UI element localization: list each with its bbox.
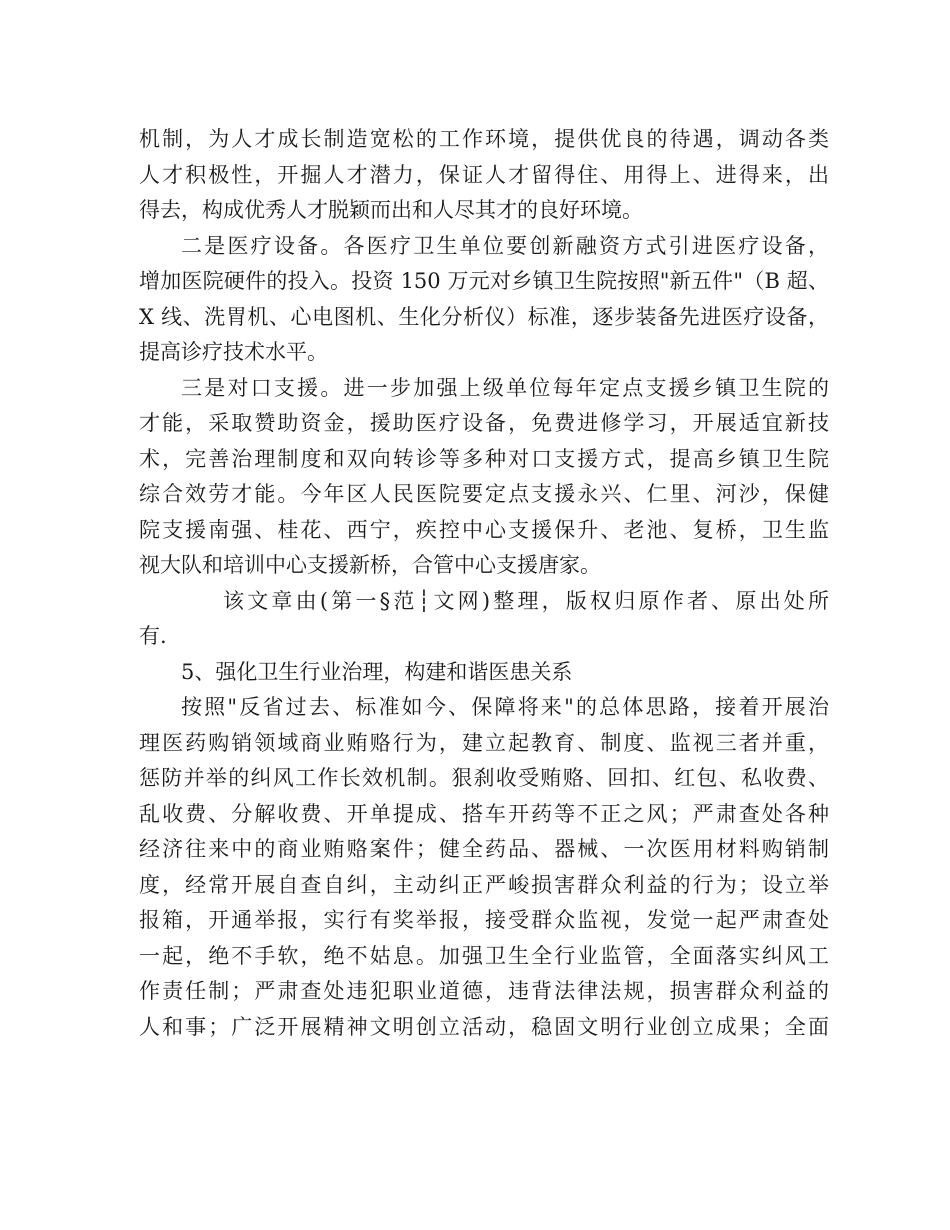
text-line: X 线、洗胃机、心电图机、生化分析仪）标准，逐步装备先进医疗设备，	[139, 304, 829, 329]
paragraph-start-line: 按照"反省过去、标准如今、保障将来"的总体思路，接着开展治	[181, 695, 829, 719]
text-line: 术，完善治理制度和双向转诊等多种对口支援方式，提高乡镇卫生院	[139, 446, 829, 471]
paragraph-start-line: 二是医疗设备。各医疗卫生单位要创新融资方式引进医疗设备，	[181, 233, 829, 258]
text-line: 一起，绝不手软，绝不姑息。加强卫生全行业监管，全面落实纠风工	[139, 943, 829, 968]
text-line: 作责任制；严肃查处违犯职业道德，违背法律法规，损害群众利益的	[139, 979, 829, 1003]
document-body	[139, 122, 829, 1045]
text-line: 经济往来中的商业贿赂案件；健全药品、器械、一次医用材料购销制	[139, 837, 829, 861]
text-line: 报箱，开通举报，实行有奖举报，接受群众监视，发觉一起严肃查处	[139, 908, 829, 932]
text-line: 院支援南强、桂花、西宁，疾控中心支援保升、老池、复桥，卫生监	[139, 517, 829, 542]
text-line: 增加医院硬件的投入。投资 150 万元对乡镇卫生院按照"新五件"（B 超、	[139, 269, 829, 293]
paragraph-start-line: 三是对口支援。进一步加强上级单位每年定点支援乡镇卫生院的	[181, 375, 829, 400]
source-note-line: 有.	[139, 624, 167, 648]
text-line: 综合效劳才能。今年区人民医院要定点支援永兴、仁里、河沙，保健	[139, 482, 829, 506]
text-line: 视大队和培训中心支援新桥，合管中心支援唐家。	[139, 553, 601, 577]
text-line: 度，经常开展自查自纠，主动纠正严峻损害群众利益的行为；设立举	[139, 872, 829, 897]
section-heading: 5、强化卫生行业治理，构建和谐医患关系	[181, 659, 573, 684]
text-line: 理医药购销领域商业贿赂行为，建立起教育、制度、监视三者并重，	[139, 730, 829, 755]
text-line: 惩防并举的纠风工作长效机制。狠刹收受贿赂、回扣、红包、私收费、	[139, 766, 829, 790]
text-line: 才能，采取赞助资金，援助医疗设备，免费进修学习，开展适宜新技	[139, 411, 829, 435]
text-line: 人和事；广泛开展精神文明创立活动，稳固文明行业创立成果；全面	[139, 1014, 829, 1039]
source-note-line: 该文章由(第一§范┆文网)整理，版权归原作者、原出处所	[223, 588, 829, 613]
text-line: 人才积极性，开掘人才潜力，保证人才留得住、用得上、进得来，出	[139, 162, 829, 187]
text-line: 得去，构成优秀人才脱颖而出和人尽其才的良好环境。	[139, 198, 643, 222]
text-line: 乱收费、分解收费、开单提成、搭车开药等不正之风；严肃查处各种	[139, 801, 829, 826]
text-line: 提高诊疗技术水平。	[139, 340, 328, 364]
text-line: 机制，为人才成长制造宽松的工作环境，提供优良的待遇，调动各类	[139, 127, 829, 151]
